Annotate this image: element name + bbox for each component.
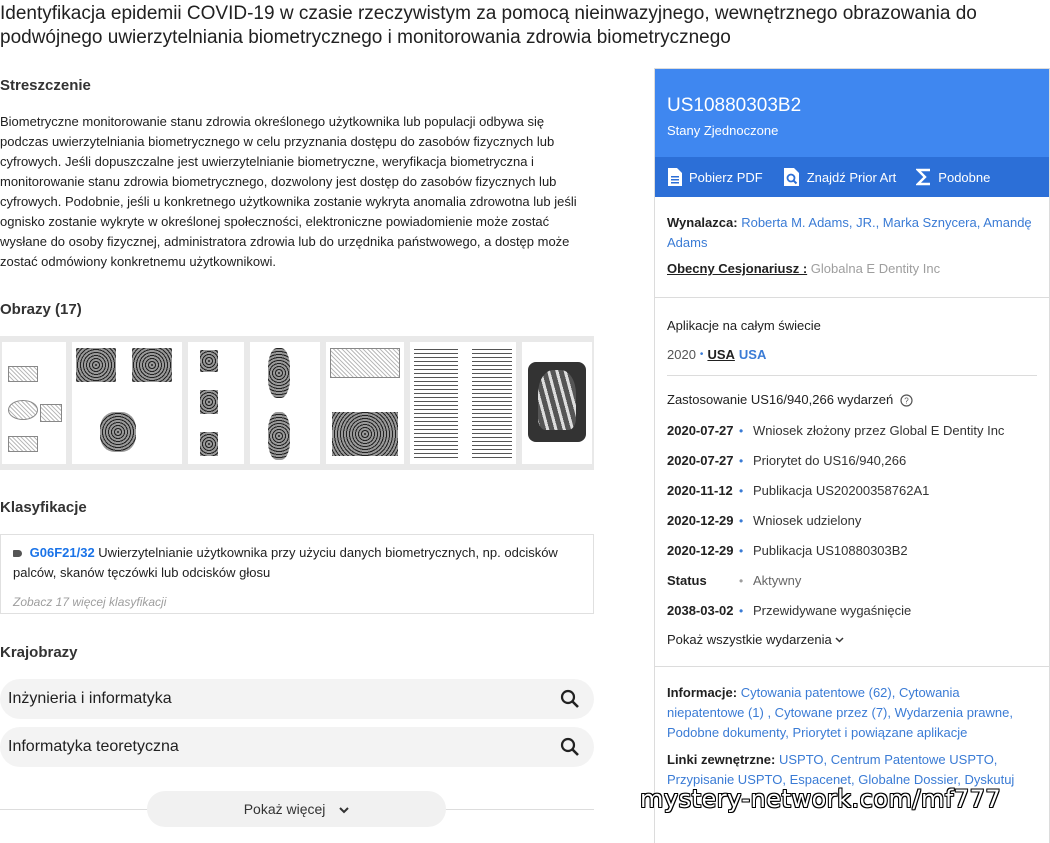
publication-country: Stany Zjednoczone	[667, 123, 779, 138]
patent-figure-thumbnail[interactable]	[326, 342, 404, 464]
chevron-down-icon	[339, 807, 349, 814]
event-row: 2020-07-27 • Wniosek złożony przez Global E Dentity Inc	[667, 423, 1005, 438]
classification-description: Uwierzytelnianie użytkownika przy użyciu danych biometrycznych, np. odcisków palców, skanów tęczówki lub odcisków głosu	[13, 545, 558, 580]
classification-heading: Klasyfikacje	[0, 499, 87, 516]
show-more-button[interactable]: Pokaż więcej	[147, 791, 446, 827]
assignee-value: Globalna E Dentity Inc	[810, 261, 941, 276]
chevron-down-icon	[835, 637, 844, 643]
classification-box	[0, 534, 594, 614]
status-row: Status • Aktywny	[667, 566, 1037, 596]
event-row: 2020-11-12 • Publikacja US20200358762A1	[667, 483, 930, 498]
search-icon[interactable]	[560, 689, 580, 709]
event-row: 2020-12-29 • Wniosek udzielony	[667, 513, 862, 528]
images-heading: Obrazy (17)	[0, 301, 82, 318]
publication-number: US10880303B2	[667, 95, 802, 116]
landscape-item[interactable]	[0, 727, 594, 767]
info-section: Informacje: Cytowania patentowe (62), Cytowania niepatentowe (1) , Cytowane przez (7), Wydarzenia prawne, Podobne dokumenty, Priorytet i powiązane aplikacje	[667, 685, 1013, 740]
event-row: 2020-12-29 • Publikacja US10880303B2	[667, 543, 908, 558]
patent-figure-thumbnail[interactable]	[410, 342, 516, 464]
patent-figure-thumbnail[interactable]	[250, 342, 320, 464]
external-links[interactable]: USPTO, Centrum Patentowe USPTO, Przypisanie USPTO, Espacenet, Globalne Dossier, Dyskutuj	[667, 752, 1015, 787]
more-classifications-link[interactable]: Zobacz 17 więcej klasyfikacji	[13, 595, 167, 609]
country-link[interactable]: USA	[738, 347, 767, 362]
status-badge: Aktywny	[753, 573, 802, 588]
watermark-text: mystery-network.com/mf777	[640, 785, 1002, 813]
search-icon[interactable]	[560, 737, 580, 757]
patent-info-panel	[654, 68, 1050, 843]
event-row: 2020-07-27 • Priorytet do US16/940,266	[667, 453, 907, 468]
events-heading: Zastosowanie US16/940,266 wydarzeń	[667, 392, 894, 407]
assignee-section: Obecny Cesjonariusz : Globalna E Dentity Inc	[667, 261, 941, 276]
find-document-icon	[783, 167, 801, 187]
document-icon	[667, 167, 683, 187]
help-icon[interactable]	[900, 394, 913, 407]
inventors-links[interactable]: Roberta M. Adams, JR., Marka Sznycera, Amandę Adams	[667, 215, 1032, 250]
label-icon	[13, 550, 22, 557]
inventors-section: Wynalazca: Roberta M. Adams, JR., Marka Sznycera, Amandę Adams	[667, 215, 1032, 250]
classification-code-link[interactable]: G06F21/32	[29, 545, 95, 560]
sigma-icon	[916, 168, 932, 186]
events-section	[655, 376, 1049, 650]
image-carousel[interactable]	[0, 336, 594, 470]
panel-actions	[655, 157, 1049, 197]
patent-figure-thumbnail[interactable]	[2, 342, 66, 464]
external-links-section: Linki zewnętrzne: USPTO, Centrum Patentowe USPTO, Przypisanie USPTO, Espacenet, Globalne Dossier, Dyskutuj	[667, 752, 1015, 787]
svg-text:?: ?	[904, 396, 909, 405]
event-row: 2038-03-02 • Przewidywane wygaśnięcie	[667, 603, 912, 618]
abstract-heading: Streszczenie	[0, 77, 91, 94]
patent-figure-thumbnail[interactable]	[72, 342, 182, 464]
similar-button[interactable]: Podobne	[916, 168, 990, 186]
abstract-text: Biometryczne monitorowanie stanu zdrowia określonego użytkownika lub populacji odbywa się podczas uwierzytelniania biometrycznego w celu przyznania dostępu do zasobów fizycznych lub cyfrowych. Jeśli dopuszczalne jest uwierzytelnianie biometryczne, weryfikacja biometryczna i monitorowanie stanu zdrowia biometrycznego, dozwolony jest dostęp do zasobów fizycznych lub cyfrowych. Podobnie, jeśli u konkretnego użytkownika zostanie wykryta anomalia zdrowotna lub jeśli ognisko zostanie wykryte w określonej społeczności, elektroniczne powiadomienie może zostać wysłane do osoby fizycznej, administratora zdrowia lub do urzędnika państwowego, a dostęp może zostać odmówiony konkretnemu użytkownikowi.	[0, 114, 577, 269]
panel-header	[655, 69, 1049, 157]
landscapes-heading: Krajobrazy	[0, 644, 78, 661]
patent-figure-thumbnail[interactable]	[522, 342, 592, 464]
download-pdf-button[interactable]: Pobierz PDF	[667, 167, 763, 187]
page-title: Identyfikacja epidemii COVID-19 w czasie rzeczywistym za pomocą nieinwazyjnego, wewnętrznego obrazowania do podwójnego uwierzytelniania biometrycznego i monitorowania zdrowia biometrycznego	[0, 3, 977, 48]
info-links[interactable]: Cytowania patentowe (62), Cytowania niepatentowe (1) , Cytowane przez (7), Wydarzenia prawne, Podobne dokumenty, Priorytet i powiązane aplikacje	[667, 685, 1013, 740]
show-all-events-link[interactable]: Pokaż wszystkie wydarzenia	[667, 630, 1037, 650]
landscape-label: Inżynieria i informatyka	[8, 690, 172, 707]
landscape-label: Informatyka teoretyczna	[8, 738, 179, 755]
country-link[interactable]: USA	[707, 347, 735, 362]
landscape-item[interactable]	[0, 679, 594, 719]
patent-figure-thumbnail[interactable]	[188, 342, 244, 464]
worldwide-heading: Aplikacje na całym świecie	[667, 318, 821, 333]
find-prior-art-button[interactable]: Znajdź Prior Art	[783, 167, 897, 187]
worldwide-section: Aplikacje na całym świecie 2020 • USA USA	[655, 298, 1049, 376]
